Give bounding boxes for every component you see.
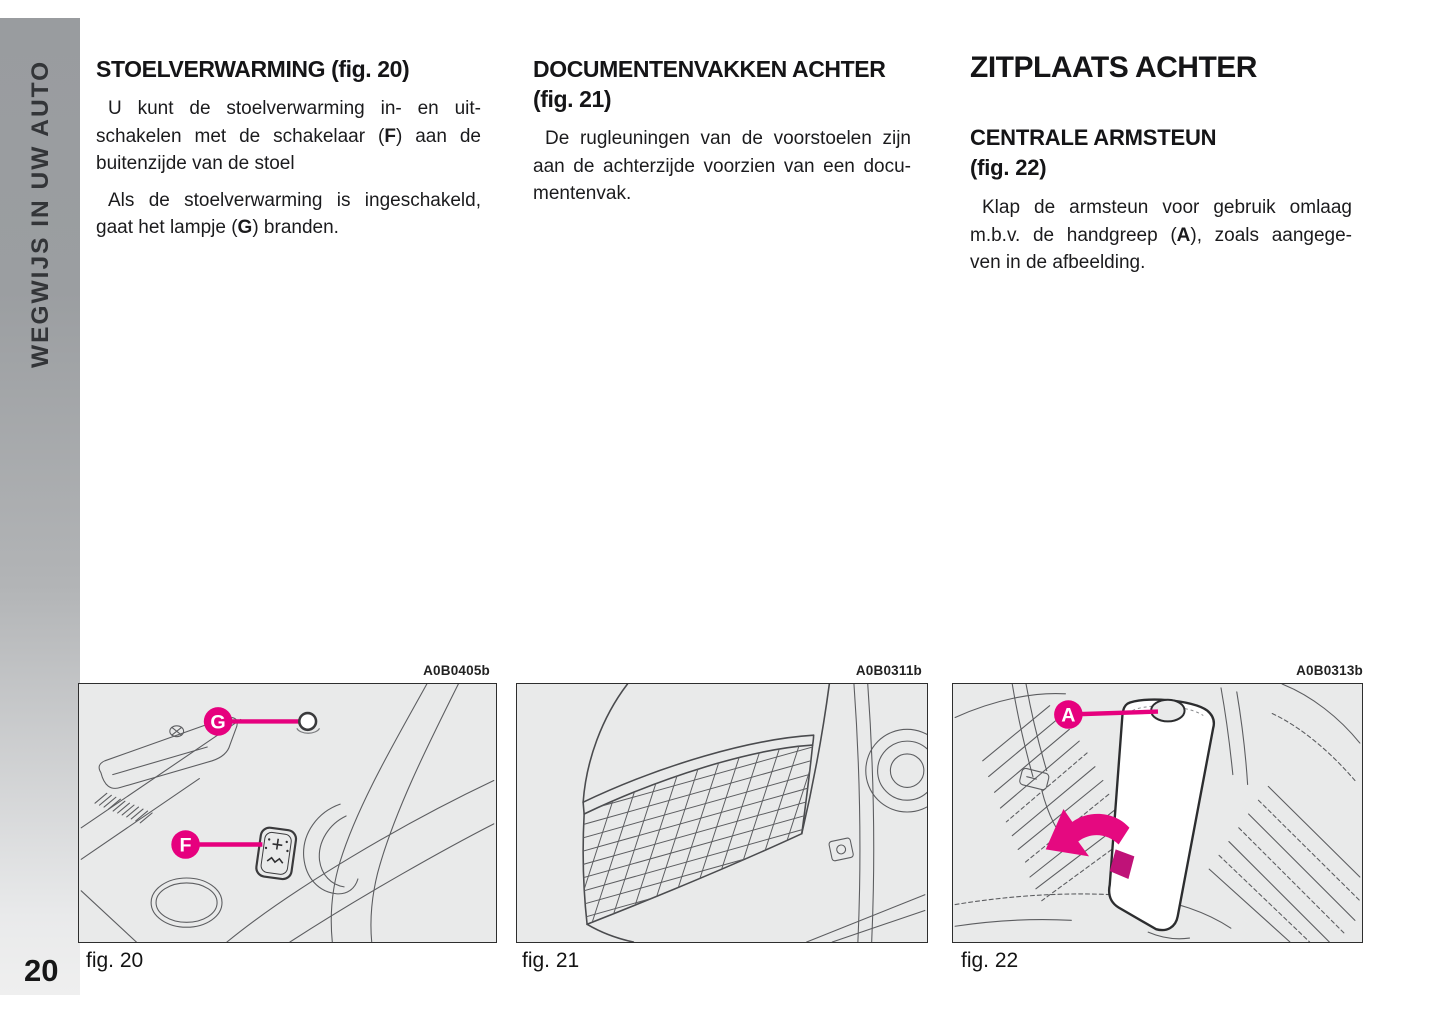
text-line: m.b.v. de handgreep (A), zoals aangege- (970, 224, 1352, 246)
heading-stoelverwarming: STOELVERWARMING (fig. 20) (96, 56, 410, 82)
paragraph (96, 187, 481, 242)
page-number: 20 (24, 953, 59, 988)
text-line: mentenvak. (533, 183, 632, 204)
chapter-sidebar (0, 18, 80, 995)
paragraph (970, 194, 1352, 277)
paragraph (533, 125, 911, 208)
text-line: aan de achterzijde voorzien van een docu- (533, 155, 911, 177)
heading-centrale-armsteun-line2: (fig. 22) (970, 155, 1047, 180)
heading-centrale-armsteun-line1: CENTRALE ARMSTEUN (970, 125, 1217, 150)
spacer (970, 85, 1352, 123)
figure-caption-fig22: fig. 22 (961, 949, 1019, 972)
armrest-panel (1109, 700, 1214, 930)
figure-code-fig21: A0B0311b (855, 663, 922, 678)
fig20-drawing (79, 684, 496, 942)
figure-fig22-central-armrest (952, 683, 1363, 943)
title-zitplaats-achter: ZITPLAATS ACHTER (970, 51, 1257, 84)
text-line: Klap de armsteun voor gebruik omlaag (982, 197, 1352, 218)
heading-documentenvakken-line2: (fig. 21) (533, 86, 612, 112)
text-line: schakelen met de schakelaar (F) aan de (96, 125, 481, 147)
text-line: ven in de afbeelding. (970, 252, 1146, 273)
callout-a-letter: A (1061, 704, 1076, 727)
column-stoelverwarming (96, 54, 481, 242)
figure-fig21-document-net (516, 683, 928, 943)
figure-code-fig22: A0B0313b (1296, 663, 1363, 678)
figure-caption-fig21: fig. 21 (522, 949, 580, 972)
text-line: De rugleuningen van de voorstoelen zijn (545, 128, 911, 149)
fig22-drawing (953, 684, 1362, 942)
text-line: gaat het lampje (G) branden. (96, 217, 339, 238)
column-documentenvakken (533, 54, 911, 208)
figure-fig20-door-panel (78, 683, 497, 943)
fig21-drawing (517, 684, 927, 942)
figure-caption-fig20: fig. 20 (86, 949, 144, 972)
heater-switch (255, 827, 297, 881)
text-line: U kunt de stoelverwarming in- en uit- (108, 98, 481, 119)
column-zitplaats-achter (970, 51, 1352, 277)
heater-lamp (299, 713, 316, 730)
chapter-vertical-label: WEGWIJS IN UW AUTO (27, 59, 54, 368)
text-line: Als de stoelverwarming is ingeschakeld, (108, 189, 481, 211)
text-line: buitenzijde van de stoel (96, 153, 295, 174)
figure-code-fig20: A0B0405b (423, 663, 490, 678)
heading-documentenvakken-line1: DOCUMENTENVAKKEN ACHTER (533, 56, 886, 82)
paragraph (96, 95, 481, 178)
callout-g-letter: G (210, 711, 226, 734)
callout-f-letter: F (179, 834, 192, 857)
